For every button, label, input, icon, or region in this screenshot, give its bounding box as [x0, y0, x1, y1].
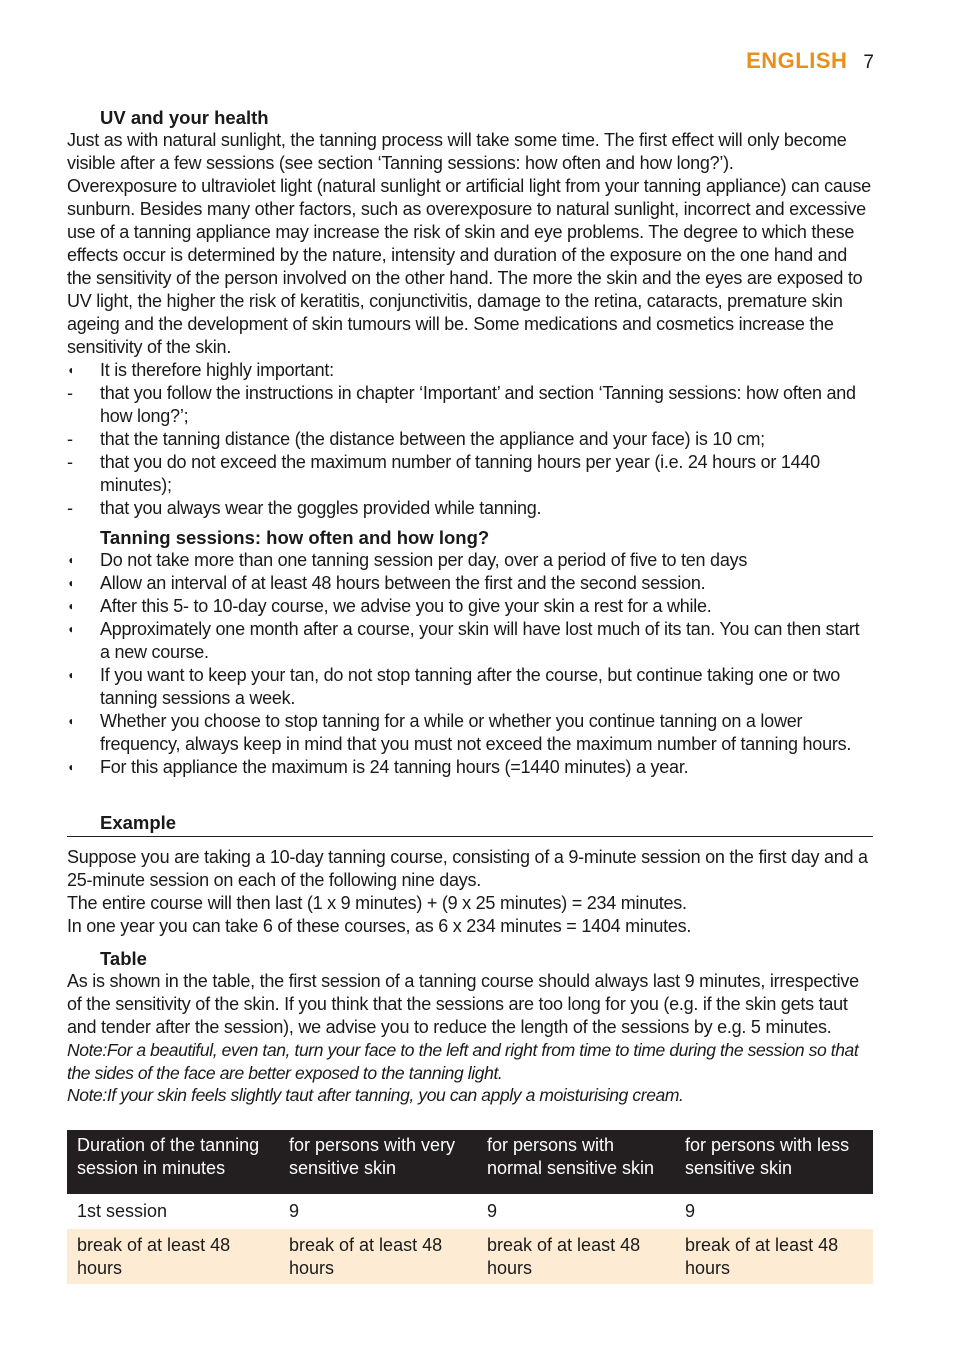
bullet-icon: ◖: [67, 363, 74, 377]
example-line: The entire course will then last (1 x 9 minutes) + (9 x 25 minutes) = 234 minutes.: [67, 893, 687, 913]
list-item: ◖ Allow an interval of at least 48 hours between the first and the second session.: [67, 573, 706, 593]
bullet-icon: ◖: [67, 599, 74, 613]
table-row: [67, 1229, 873, 1284]
table-cell: 9: [289, 1201, 300, 1221]
list-item: - that the tanning distance (the distance between the appliance and your face) is 10 cm;: [67, 429, 765, 449]
table-cell: break of at least 48 hours: [477, 1229, 675, 1284]
important-intro: ◖ It is therefore highly important:: [67, 360, 334, 380]
table-header-cell: for persons with less sensitive skin: [675, 1130, 873, 1194]
list-item: ◖ Approximately one month after a course, your skin will have lost much of its tan. You can then start a new course.: [67, 619, 860, 662]
tanning-table-wrapper: [67, 1130, 873, 1284]
table-cell: 9: [685, 1201, 696, 1221]
table-row: [67, 1194, 873, 1229]
table-header-cell: Duration of the tanning session in minutes: [67, 1130, 279, 1194]
dash-icon: -: [67, 498, 73, 518]
example-line: Suppose you are taking a 10-day tanning course, consisting of a 9-minute session on the first day and a 25-minute session on each of the following nine days.: [67, 847, 868, 890]
list-item: - that you follow the instructions in chapter ‘Important’ and section ‘Tanning sessions: how often and how long?’;: [67, 383, 856, 426]
uv-section-title: UV and your health: [100, 107, 269, 128]
example-line: In one year you can take 6 of these courses, as 6 x 234 minutes = 1404 minutes.: [67, 916, 692, 936]
list-item: ◖ For this appliance the maximum is 24 tanning hours (=1440 minutes) a year.: [67, 757, 689, 777]
list-item: ◖ After this 5- to 10-day course, we advise you to give your skin a rest for a while.: [67, 596, 712, 616]
dash-icon: -: [67, 383, 73, 403]
uv-section: [67, 107, 873, 520]
bullet-icon: ◖: [67, 668, 74, 682]
language-label: ENGLISH: [746, 48, 848, 73]
list-item: ◖ If you want to keep your tan, do not stop tanning after the course, but continue taking one or two tanning sessions a week.: [67, 665, 840, 708]
bullet-icon: ◖: [67, 622, 74, 636]
table-cell: 1st session: [77, 1201, 168, 1221]
table-cell: break of at least 48 hours: [279, 1229, 477, 1284]
table-paragraph: As is shown in the table, the first session of a tanning course should always last 9 minutes, irrespective of the sensitivity of the skin. If you think that the sessions are too long for you (e.g. if the skin gets taut and tender after the session), we advise you to reduce the length of the sessions by e.g. 5 minutes.: [67, 971, 859, 1037]
uv-paragraph-2: Overexposure to ultraviolet light (natural sunlight or artificial light from your tanning appliance) can cause sunburn. Besides many other factors, such as overexposure to natural sunlight, incorrect and excessive use of a tanning appliance may increase the risk of skin and eye problems. The degree to which these effects occur is determined by the nature, intensity and duration of the exposure on the one hand and the sensitivity of the person involved on the other hand. The more the skin and the eyes are exposed to UV light, the higher the risk of keratitis, conjunctivitis, damage to the retina, cataracts, premature skin ageing and the development of skin tumours will be. Some medications and cosmetics increase the sensitivity of the skin.: [67, 176, 871, 357]
table-cell: break of at least 48 hours: [675, 1229, 873, 1284]
tanning-table: [67, 1130, 873, 1284]
table-cell: 9: [487, 1201, 498, 1221]
sessions-section: [67, 527, 873, 779]
section-divider: [67, 836, 873, 837]
bullet-icon: ◖: [67, 553, 74, 567]
table-cell: break of at least 48 hours: [67, 1229, 279, 1284]
table-section: [67, 948, 873, 1107]
table-header-cell: for persons with very sensitive skin: [279, 1130, 477, 1194]
list-item: ◖ Whether you choose to stop tanning for a while or whether you continue tanning on a lower frequency, always keep in mind that you must not exceed the maximum number of tanning hours.: [67, 711, 852, 754]
note-1: Note:For a beautiful, even tan, turn your face to the left and right from time to time during the session so that the sides of the face are better exposed to the tanning light.: [67, 1040, 859, 1083]
bullet-icon: ◖: [67, 760, 74, 774]
dash-icon: -: [67, 452, 73, 472]
table-header-cell: for persons with normal sensitive skin: [477, 1130, 675, 1194]
example-section-title: Example: [100, 812, 177, 833]
table-section-title: Table: [100, 948, 147, 969]
example-section: [67, 812, 873, 938]
sessions-section-title: Tanning sessions: how often and how long?: [100, 527, 490, 548]
note-2: Note:If your skin feels slightly taut after tanning, you can apply a moisturising cream.: [67, 1085, 684, 1105]
page-header: [746, 48, 874, 74]
bullet-icon: ◖: [67, 576, 74, 590]
dash-icon: -: [67, 429, 73, 449]
bullet-icon: ◖: [67, 714, 74, 728]
list-item: ◖ Do not take more than one tanning session per day, over a period of five to ten days: [67, 550, 748, 570]
uv-paragraph-1: Just as with natural sunlight, the tanning process will take some time. The first effect will only become visible after a few sessions (see section ‘Tanning sessions: how often and how long?’).: [67, 130, 847, 173]
list-item: - that you always wear the goggles provided while tanning.: [67, 498, 542, 518]
list-item: - that you do not exceed the maximum number of tanning hours per year (i.e. 24 hours or 1440 minutes);: [67, 452, 820, 495]
table-header-row: [67, 1130, 873, 1194]
page-number: 7: [863, 52, 874, 73]
